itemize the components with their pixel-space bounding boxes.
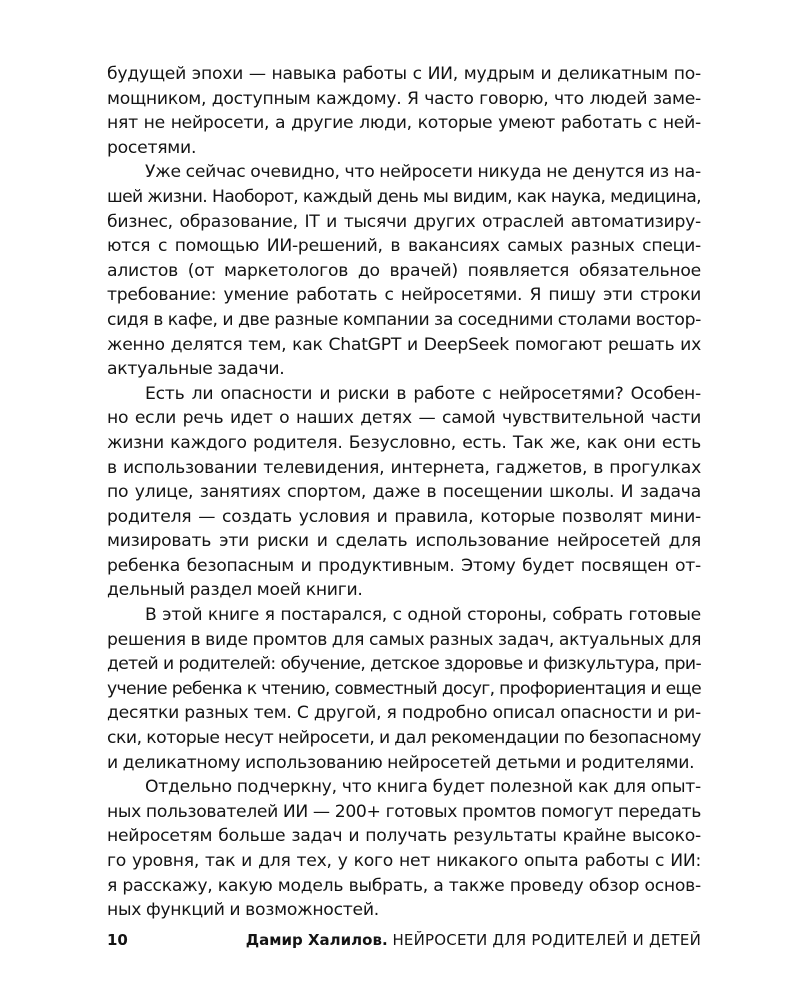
- text-line: детей и родителей: обучение, детское здоровье и физкультура, при-: [107, 654, 701, 675]
- book-title: НЕЙРОСЕТИ ДЛЯ РОДИТЕЛЕЙ И ДЕТЕЙ: [392, 931, 701, 949]
- text-line: шей жизни. Наоборот, каждый день мы видим, как наука, медицина,: [107, 186, 701, 207]
- text-line: ются с помощью ИИ-решений, в вакансиях самых разных специ-: [107, 236, 701, 257]
- page-number: 10: [107, 931, 128, 949]
- text-line: Отдельно подчеркну, что книга будет полезной как для опыт-: [145, 777, 701, 798]
- text-line: родителя — создать условия и правила, которые позволят мини-: [107, 506, 701, 527]
- text-line: ребенка безопасным и продуктивным. Этому будет посвящен от-: [107, 555, 701, 576]
- text-line: актуальные задачи.: [107, 359, 285, 380]
- text-line: В этой книге я постарался, с одной стороны, собрать готовые: [145, 605, 701, 626]
- author-name: Дамир Халилов.: [245, 931, 388, 949]
- text-line: нейросетям больше задач и получать результаты крайне высоко-: [107, 826, 701, 847]
- text-line: алистов (от маркетологов до врачей) появляется обязательное: [107, 260, 701, 281]
- text-line: по улице, занятиях спортом, даже в посещении школы. И задача: [107, 482, 701, 503]
- text-line: в использовании телевидения, интернета, гаджетов, в прогулках: [107, 457, 701, 478]
- text-line: но если речь идет о наших детях — самой чувствительной части: [107, 408, 701, 429]
- text-line: Уже сейчас очевидно, что нейросети никуда не денутся из на-: [145, 162, 701, 183]
- text-line: го уровня, так и для тех, у кого нет никакого опыта работы с ИИ:: [107, 851, 701, 871]
- text-line: бизнес, образование, IT и тысячи других отраслей автоматизиру-: [107, 211, 701, 232]
- text-line: мощником, доступным каждому. Я часто говорю, что людей заме-: [107, 88, 701, 109]
- text-line: десятки разных тем. С другой, я подробно описал опасности и ри-: [107, 703, 701, 724]
- text-line: мизировать эти риски и сделать использование нейросетей для: [107, 531, 701, 552]
- page-footer: [107, 928, 701, 952]
- text-line: Есть ли опасности и риски в работе с нейросетями? Особен-: [145, 383, 701, 404]
- text-line: ных пользователей ИИ — 200+ готовых промтов помогут передать: [107, 801, 701, 822]
- text-line: сидя в кафе, и две разные компании за соседними столами востор-: [107, 309, 701, 330]
- text-line: ных функций и возможностей.: [107, 900, 379, 921]
- body-text: [107, 62, 701, 923]
- text-line: росетями.: [107, 137, 197, 158]
- text-line: я расскажу, какую модель выбрать, а также проведу обзор основ-: [107, 875, 701, 896]
- running-title: [246, 928, 701, 952]
- text-line: и деликатному использованию нейросетей детьми и родителями.: [107, 752, 695, 773]
- text-line: требование: умение работать с нейросетями. Я пишу эти строки: [107, 285, 701, 306]
- text-line: жизни каждого родителя. Безусловно, есть. Так же, как они есть: [107, 432, 701, 453]
- text-line: будущей эпохи — навыка работы с ИИ, мудрым и деликатным по-: [107, 64, 701, 84]
- text-line: учение ребенка к чтению, совместный досуг, профориентация и еще: [107, 678, 701, 699]
- text-line: дельный раздел моей книги.: [107, 580, 363, 601]
- text-line: ски, которые несут нейросети, и дал рекомендации по безопасному: [107, 728, 701, 749]
- text-line: женно делятся тем, как ChatGPT и DeepSeek помогают решать их: [107, 334, 701, 355]
- text-line: решения в виде промтов для самых разных задач, актуальных для: [107, 629, 702, 650]
- text-line: нят не нейросети, а другие люди, которые умеют работать с ней-: [107, 113, 701, 134]
